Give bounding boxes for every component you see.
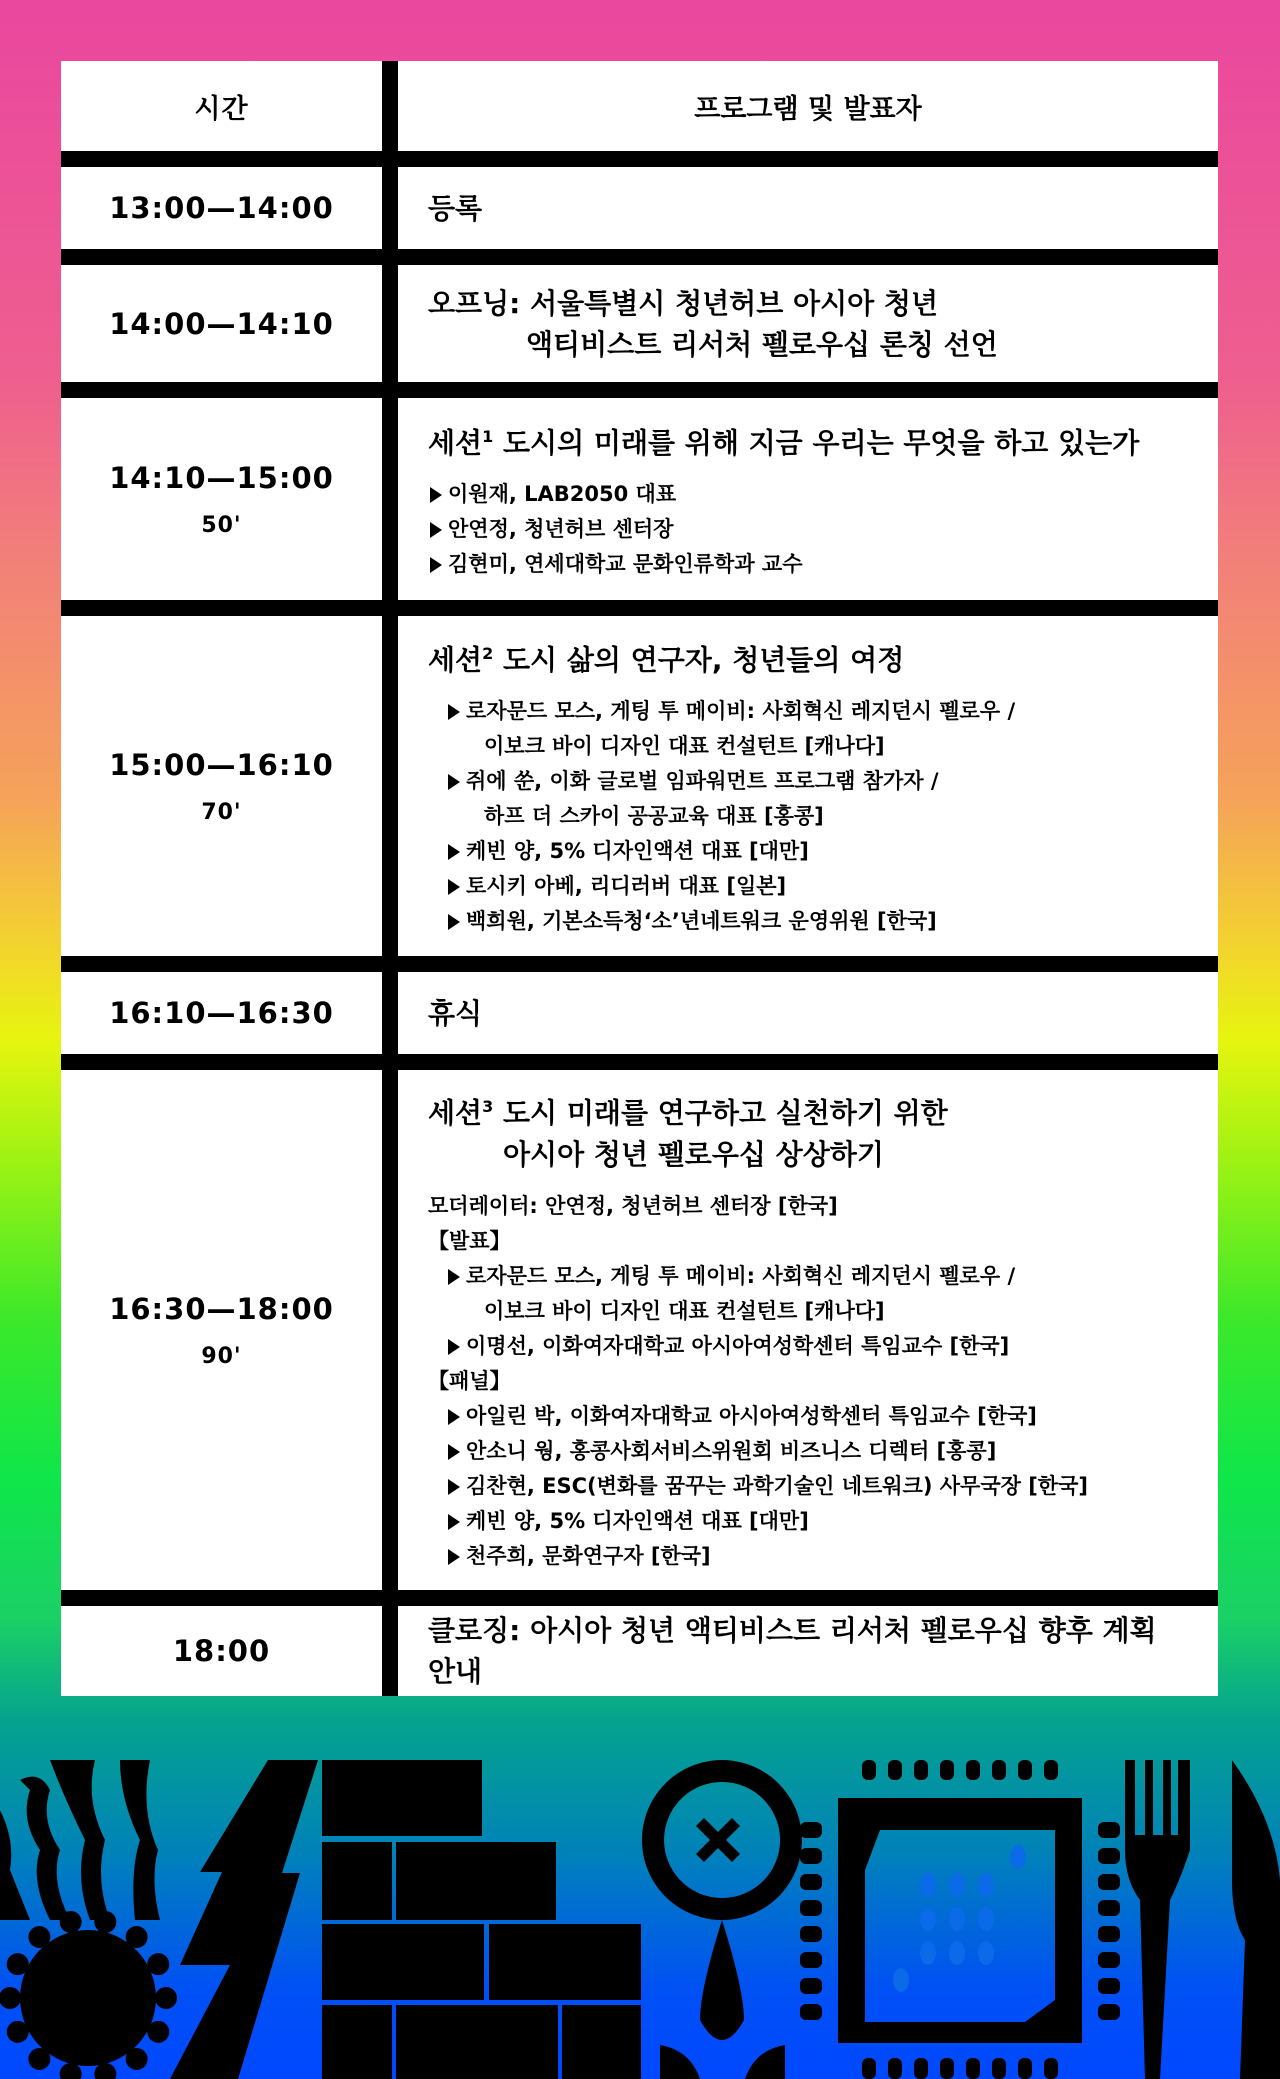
speaker-item: 로자문드 모스, 게팅 투 메이비: 사회혁신 레지던시 펠로우 / xyxy=(446,1259,1188,1294)
chip-pin xyxy=(1098,1848,1120,1864)
sun-ray xyxy=(28,2048,50,2070)
chip-dot xyxy=(949,1873,965,1897)
chip-pin xyxy=(992,1760,1006,1780)
chip-pin xyxy=(940,1760,954,1780)
chip-pin xyxy=(800,1900,822,1916)
chip-dot xyxy=(893,1968,909,1992)
time-cell: 16:10—16:30 xyxy=(109,996,334,1030)
chip-dot xyxy=(949,1907,965,1931)
chip-dot xyxy=(978,1873,994,1897)
chip-pin xyxy=(800,1848,822,1864)
chip-pin xyxy=(800,1952,822,1968)
sun-ray xyxy=(147,2021,169,2043)
sun-ray xyxy=(0,1987,21,2009)
schedule-table xyxy=(61,61,1218,1696)
sun-ray xyxy=(7,1953,29,1975)
chip-pin xyxy=(800,1926,822,1942)
sun-ray xyxy=(94,2063,116,2079)
program-title-cont: 액티비스트 리서처 펠로우십 론칭 선언 xyxy=(526,327,998,361)
speaker-item: 안소니 웡, 홍콩사회서비스위원회 비즈니스 디렉터 [홍콩] xyxy=(446,1434,1188,1469)
chip-pin xyxy=(966,2058,980,2079)
chip-pin xyxy=(862,2058,876,2079)
brick-wall-icon xyxy=(322,1760,641,2079)
chip-pin xyxy=(1098,2004,1120,2020)
sun-ray xyxy=(126,1926,148,1948)
time-cell: 14:00—14:10 xyxy=(109,306,334,341)
time-cell: 13:00—14:00 xyxy=(109,191,334,225)
speaker-item-cont: 이보크 바이 디자인 대표 컨설턴트 [캐나다] xyxy=(484,734,885,759)
chip-dot xyxy=(949,1941,965,1965)
header-time: 시간 xyxy=(194,93,249,125)
speaker-item-cont: 하프 더 스카이 공공교육 대표 [홍콩] xyxy=(484,804,824,829)
chip-pin xyxy=(862,1760,876,1780)
sun-ray xyxy=(60,2063,82,2079)
time-cell: 16:30—18:00 xyxy=(109,1291,334,1326)
seaweed-icon xyxy=(0,1760,160,1920)
program-title: 등록 xyxy=(428,191,483,225)
table-row xyxy=(61,972,1218,1054)
speaker-item: 이명선, 이화여자대학교 아시아여성학센터 특임교수 [한국] xyxy=(446,1329,1188,1364)
session-title: 세션$^3$ 도시 미래를 연구하고 실천하기 위한 xyxy=(428,1096,948,1130)
divider xyxy=(61,151,1218,167)
chip-pin xyxy=(914,1760,928,1780)
speaker-item: 케빈 양, 5% 디자인액션 대표 [대만] xyxy=(446,834,1188,869)
chip-pin xyxy=(1044,1760,1058,1780)
chip-pin xyxy=(1098,1952,1120,1968)
sun-ray xyxy=(7,2021,29,2043)
chip-pin xyxy=(800,1978,822,1994)
duration: 90' xyxy=(201,1343,242,1369)
duration: 50' xyxy=(201,512,242,538)
sun-ray xyxy=(94,1911,116,1933)
speaker-item: 김찬현, ESC(변화를 꿈꾸는 과학기술인 네트워크) 사무국장 [한국] xyxy=(446,1469,1188,1504)
speaker-item: 안연정, 청년허브 센터장 xyxy=(428,512,1188,547)
time-cell: 15:00—16:10 xyxy=(109,747,334,782)
sun-icon xyxy=(0,1911,177,2079)
chip-pin xyxy=(888,1760,902,1780)
chip-pin xyxy=(800,1822,822,1838)
speaker-item: 토시키 아베, 리디러버 대표 [일본] xyxy=(446,869,1188,904)
chip-dot xyxy=(978,1941,994,1965)
sun-ray xyxy=(60,1911,82,1933)
speaker-item: 백희원, 기본소득청‘소’년네트워크 운영위원 [한국] xyxy=(446,904,1188,939)
table-header xyxy=(61,61,1218,151)
session-title-cont: 아시아 청년 펠로우십 상상하기 xyxy=(503,1137,884,1171)
chip-pin xyxy=(1098,1978,1120,1994)
chip-pin xyxy=(1098,1874,1120,1890)
table-row xyxy=(61,1070,1218,1590)
program-title: 오프닝: 서울특별시 청년허브 아시아 청년 xyxy=(428,286,939,320)
program-title: 클로징: 아시아 청년 액티비스트 리서처 펠로우십 향후 계획 안내 xyxy=(428,1614,1157,1688)
knife-icon xyxy=(1232,1760,1280,2079)
speaker-item: 아일린 박, 이화여자대학교 아시아여성학센터 특임교수 [한국] xyxy=(446,1399,1188,1434)
sun-ray xyxy=(147,1953,169,1975)
session-title: 세션$^1$ 도시의 미래를 위해 지금 우리는 무엇을 하고 있는가 xyxy=(428,426,1140,460)
chip-pin xyxy=(992,2058,1006,2079)
chip-pin xyxy=(888,2058,902,2079)
panel-label: 【패널】 xyxy=(428,1368,511,1393)
chip-pin xyxy=(1098,1822,1120,1838)
chip-dot xyxy=(978,1907,994,1931)
speaker-item: 천주희, 문화연구자 [한국] xyxy=(446,1539,1188,1574)
table-row xyxy=(61,1606,1218,1696)
chip-pin xyxy=(1098,1900,1120,1916)
chip-dot xyxy=(920,1873,936,1897)
speaker-item: 이원재, LAB2050 대표 xyxy=(428,477,1188,512)
table-row xyxy=(61,398,1218,600)
chip-pin xyxy=(1044,2058,1058,2079)
speaker-item: 김현미, 연세대학교 문화인류학과 교수 xyxy=(428,547,1188,582)
sun-ray xyxy=(28,1926,50,1948)
moderator: 모더레이터: 안연정, 청년허브 센터장 [한국] xyxy=(428,1193,838,1218)
speaker-item-cont: 이보크 바이 디자인 대표 컨설턴트 [캐나다] xyxy=(484,1298,885,1323)
program-title: 휴식 xyxy=(428,996,483,1030)
duration: 70' xyxy=(201,799,242,825)
time-cell: 18:00 xyxy=(172,1634,271,1668)
button-drop-icon xyxy=(642,1760,802,2079)
chip-pin xyxy=(966,1760,980,1780)
sun-ray xyxy=(126,2048,148,2070)
table-row xyxy=(61,616,1218,956)
speaker-item: 로자문드 모스, 게팅 투 메이비: 사회혁신 레지던시 펠로우 / xyxy=(446,694,1188,729)
chip-dot xyxy=(1010,1845,1026,1869)
chip-pin xyxy=(800,1874,822,1890)
chip-pin xyxy=(1018,1760,1032,1780)
decorative-illustrations xyxy=(0,1760,1280,2079)
time-cell: 14:10—15:00 xyxy=(109,460,334,495)
chip-pin xyxy=(914,2058,928,2079)
table-row xyxy=(61,265,1218,382)
speaker-item: 케빈 양, 5% 디자인액션 대표 [대만] xyxy=(446,1504,1188,1539)
chip-pin xyxy=(1098,1926,1120,1942)
session-title: 세션$^2$ 도시 삶의 연구자, 청년들의 여정 xyxy=(428,643,905,677)
presentation-label: 【발표】 xyxy=(428,1228,511,1253)
chip-dot xyxy=(920,1907,936,1931)
chip-pin xyxy=(800,2004,822,2020)
chip-pin xyxy=(1018,2058,1032,2079)
table-row xyxy=(61,167,1218,249)
circuit-chip-icon xyxy=(800,1760,1120,2079)
speaker-item: 쥐에 쑨, 이화 글로벌 임파워먼트 프로그램 참가자 / xyxy=(446,764,1188,799)
fork-icon xyxy=(1125,1760,1190,2079)
chip-pin xyxy=(940,2058,954,2079)
chip-dot xyxy=(920,1941,936,1965)
lightning-icon xyxy=(170,1760,318,2079)
sun-ray xyxy=(155,1987,177,2009)
header-program: 프로그램 및 발표자 xyxy=(694,93,922,125)
